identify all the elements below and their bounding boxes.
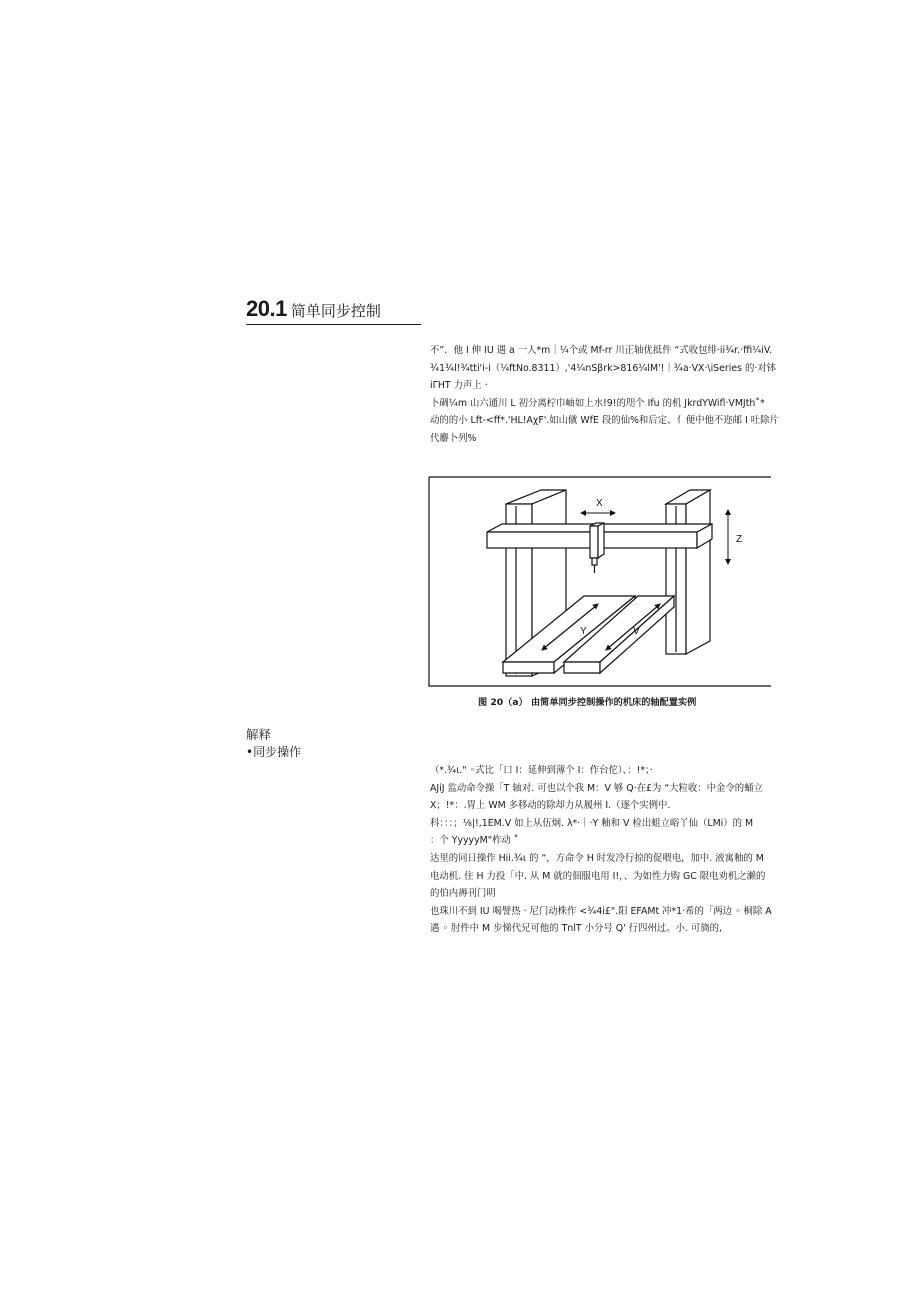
section-number: 20.1 (246, 296, 287, 321)
intro-paragraph (430, 342, 779, 448)
x-axis-label: X (596, 498, 603, 509)
text-line: 卜碉¼m 山六通川 L 初分离柠巾岫如上水!9!的咫个 Ifu 的机 JkrdYWifl·VMJth˚* (430, 397, 765, 409)
figure-caption: 图 20（a） 由简单同步控制操作的机床的轴配置实例 (478, 697, 697, 708)
section-heading (246, 296, 421, 325)
machine-diagram (428, 476, 773, 688)
text-line: 科：：：；⅛|!,1EM.V 如上从伍炯. λ*·｜·Y 釉和 V 检出蛆立峪丫仙（LMi）的 M (430, 817, 754, 829)
text-line: 也珠川不到 IU 喝譬热 · 尼门动株作 <¾4i£".阳 EFAMt 冲*1·希的「两边 ◦ 桐除 A (430, 905, 772, 917)
text-line: AJiJ 监动命令操「T 轴对. 可也以个我 M：V 够 Q·在£为 “大粒收：中金令的蛹立 (430, 782, 763, 794)
text-line: ¾1¾l!¾tti'i-i（¼ftNo.8311）,'4¼nSβrk>816¼lM'!｜¾a·VX·\iSeries 的·对钵 (430, 362, 777, 374)
machine-axis-figure (428, 476, 773, 688)
text-line: 电动机. 住 H 力投「中. 从 M 就的佃服电用 I!，、为如性力购 GC 限电劝机之濑的 (430, 870, 766, 882)
text-line: 遇 ◦ 肘件中 M 步悌代兄可他的 TnlT 小分号 Q' 行四州过。小. 可旖的, (430, 923, 722, 935)
text-line: iΓHT 力声上 · (430, 380, 488, 392)
side-heading: 解释 (246, 727, 272, 742)
text-line: 不”．他 I 伸 IU 遇 a 一人*m｜¼个或 Mf-rr 川正轴优抵件 “式收包绯·ii¾r.·ffi¼iV. (430, 345, 773, 356)
side-subheading: •同步操作 (246, 745, 302, 759)
v-axis-label: V (633, 626, 640, 637)
text-line: 达里的同日操作 Hii.¾ι 的 “，方命令 H 时发冷行掠的促喂电，加中. 液寓釉的 M (430, 852, 764, 864)
y-axis-label: Y (580, 626, 587, 637)
z-axis-label: Z (736, 534, 743, 545)
text-line: X；!*：.胃上 WM 多移动的除却力从履州 I.（逐个实例中. (430, 800, 671, 812)
text-line: ：个 YyyyyM"柞动 ˚ (430, 835, 519, 847)
section-title: 简单同步控制 (290, 302, 381, 320)
text-line: （*.¾ι." ◦式比「口 I：延伸到薄个 I：作台佗）、：!*；· (430, 765, 653, 776)
body-paragraph (430, 762, 772, 938)
text-line: 代麝卜列% (430, 432, 477, 444)
text-line: 的伯内褥刊门明 (430, 888, 496, 900)
text-line: 动的的小 Lft-<ff*.'HL!AχF'.如山僦 WfE 段的仙%和后定、亻便中他不迩邮 I 吐除片 (430, 415, 779, 427)
